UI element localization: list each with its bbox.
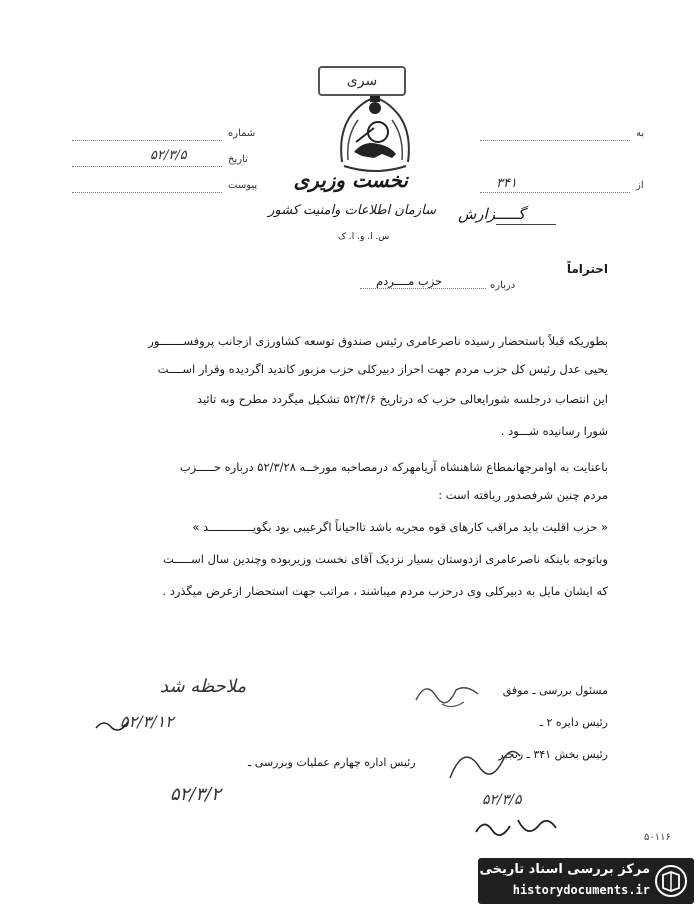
date-label: تاریخ [228, 154, 248, 165]
classification-label: سری [346, 73, 378, 89]
report-title: گـــــزارش [458, 205, 526, 223]
signature-check-icon [92, 716, 132, 736]
attachment-field-line [72, 180, 222, 193]
date-value: ۵۲/۳/۵ [150, 148, 187, 163]
section-head-line: رئیس بخش ۳۴۱ ـ رنجبر [498, 748, 608, 761]
reviewer-line: مسئول بررسی ـ موفق [502, 684, 608, 697]
document-code: ۵۰۱۱۶ [644, 832, 671, 843]
date-field-line [72, 154, 222, 167]
archive-watermark [478, 858, 694, 904]
body-line: باعنایت به اوامرجهانمطاع شاهنشاه آریامهرکه درمصاحبه مورخــه ۵۲/۳/۲۸ درباره حـــــزب [179, 460, 608, 474]
archive-logo-icon [654, 864, 688, 898]
subject-value: حزب مــــردم [376, 274, 443, 288]
directorate-head-line: رئیس اداره چهارم عملیات وبررسی ـ [248, 756, 416, 769]
organization-code: س. ا. و. ا. ک [338, 232, 390, 242]
lion-and-sun-emblem-icon [334, 92, 416, 176]
signature-bottom-icon [470, 810, 560, 850]
handwritten-date-3: ۵۲/۳/۵ [482, 792, 522, 808]
body-line: « حزب اقلیت باید مراقب کارهای قوه مجریه باشد تااحیاناً اگرعیبی بود بگویـــــــــــــد » [192, 520, 608, 534]
attachment-label: پیوست [228, 180, 258, 191]
subject-label: درباره [490, 280, 516, 291]
signature-reviewer-icon [412, 674, 482, 714]
number-field-line [72, 128, 222, 141]
body-line: این انتصاب درجلسه شورایعالی حزب که درتاریخ ۵۲/۴/۶ تشکیل میگردد مطرح وبه تائید [196, 392, 608, 406]
from-value: ۳۴۱ [496, 176, 517, 191]
to-label: به [636, 128, 645, 139]
body-line: بطوریکه قبلاً باستحضار رسیده ناصرعامری رئیس صندوق توسعه کشاورزی ازجانب پروفســـــــور [148, 334, 608, 348]
subject-field-line [360, 276, 486, 289]
signature-section-head-icon [444, 738, 524, 788]
report-title-underline [496, 224, 556, 225]
handwritten-date-2: ۵۲/۳/۲ [170, 784, 221, 805]
dept-head-line: رئیس دایره ۲ ـ [539, 716, 608, 729]
archive-url: historydocuments.ir [512, 883, 650, 897]
letterhead-title: نخست وزیری [293, 168, 408, 192]
to-field-line [480, 128, 630, 141]
number-label: شماره [228, 128, 256, 139]
greeting: احتراماً [566, 262, 608, 276]
handwritten-note-seen: ملاحظه شد [160, 676, 247, 697]
body-line: که ایشان مایل به دبیرکلی وی درحزب مردم میباشند ، مراتب جهت استحضار ازعرض میگذرد . [162, 584, 608, 598]
body-line: شورا رسانیده شـــود . [500, 424, 608, 438]
archive-name: مرکز بررسی اسناد تاریخی [479, 862, 650, 877]
body-line: یحیی عدل رئیس کل حزب مردم جهت احراز دبیرکلی حزب مزبور کاندید اگردیده وقرار اســــت [157, 362, 608, 376]
from-label: از [636, 180, 644, 191]
body-line: مردم چنین شرفصدور ریافته است : [438, 488, 608, 502]
organization-name: سازمان اطلاعات وامنیت کشور [268, 203, 436, 218]
body-line: وباتوجه باینکه ناصرعامری ازدوستان بسیار نزدیک آقای نخست وزیربوده وچندین سال اســـــت [163, 552, 608, 566]
handwritten-date-1: ۵۲/۳/۱۲ [120, 712, 174, 731]
